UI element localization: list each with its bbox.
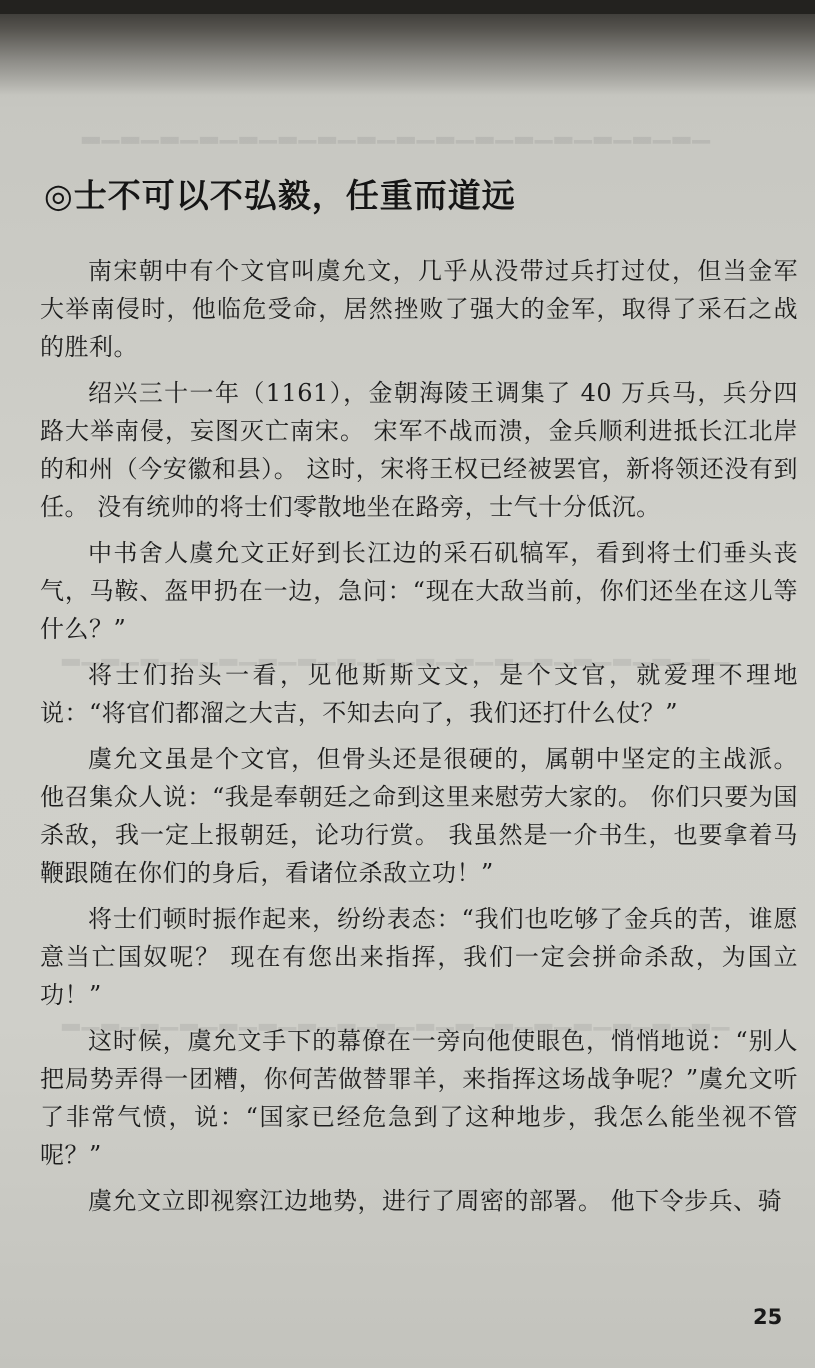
show-through-texture: ▁▂▁▂▁▂▁▂▁▂▁▂▁▂▁▂▁▂▁▂▁▂▁▂▁▂▁▂▁▂▁▂▁▂ [60, 640, 730, 666]
paragraph: 将士们抬头一看，见他斯斯文文，是个文官，就爱理不理地说：“将官们都溜之大吉，不知去向了，我们还打什么仗？” [40, 661, 798, 727]
page-top-edge [0, 0, 815, 14]
paragraph: 绍兴三十一年（1161），金朝海陵王调集了 40 万兵马，兵分四路大举南侵，妄图灭亡南宋。 宋军不战而溃，金兵顺利进抵长江北岸的和州（今安徽和县）。 这时，宋将王权已经被罢官，新将领还没有到任。 没有统帅的将士们零散地坐在路旁，士气十分低沉。 [40, 379, 798, 521]
paragraph: 中书舍人虞允文正好到长江边的采石矶犒军，看到将士们垂头丧气，马鞍、盔甲扔在一边，急问：“现在大敌当前，你们还坐在这儿等什么？” [40, 539, 798, 643]
paragraph: 南宋朝中有个文官叫虞允文，几乎从没带过兵打过仗，但当金军大举南侵时，他临危受命，居然挫败了强大的金军，取得了采石之战的胜利。 [40, 257, 798, 361]
paragraph: 虞允文立即视察江边地势，进行了周密的部署。 他下令步兵、骑 [88, 1187, 783, 1215]
page-number: 25 [753, 1305, 783, 1329]
paragraph: 将士们顿时振作起来，纷纷表态：“我们也吃够了金兵的苦，谁愿意当亡国奴呢？ 现在有您出来指挥，我们一定会拼命杀敌，为国立功！” [40, 905, 798, 1009]
article-body [40, 252, 798, 1228]
section-heading: ◎士不可以不弘毅，任重而道远 [44, 176, 516, 215]
paragraph: 虞允文虽是个文官，但骨头还是很硬的，属朝中坚定的主战派。他召集众人说：“我是奉朝廷之命到这里来慰劳大家的。 你们只要为国杀敌，我一定上报朝廷，论功行赏。 我虽然是一介书生，也要拿着马鞭跟随在你们的身后，看诸位杀敌立功！” [40, 745, 798, 887]
show-through-texture: ▁▂▁▂▁▂▁▂▁▂▁▂▁▂▁▂▁▂▁▂▁▂▁▂▁▂▁▂▁▂▁▂ [80, 118, 711, 144]
show-through-texture: ▁▂▁▂▁▂▁▂▁▂▁▂▁▂▁▂▁▂▁▂▁▂▁▂▁▂▁▂▁▂▁▂▁▂ [60, 1005, 730, 1031]
paragraph: 这时候，虞允文手下的幕僚在一旁向他使眼色，悄悄地说：“别人把局势弄得一团糟，你何苦做替罪羊，来指挥这场战争呢？”虞允文听了非常气愤，说：“国家已经危急到了这种地步，我怎么能坐视不管呢？” [40, 1027, 798, 1169]
page-top-shadow [0, 0, 815, 95]
